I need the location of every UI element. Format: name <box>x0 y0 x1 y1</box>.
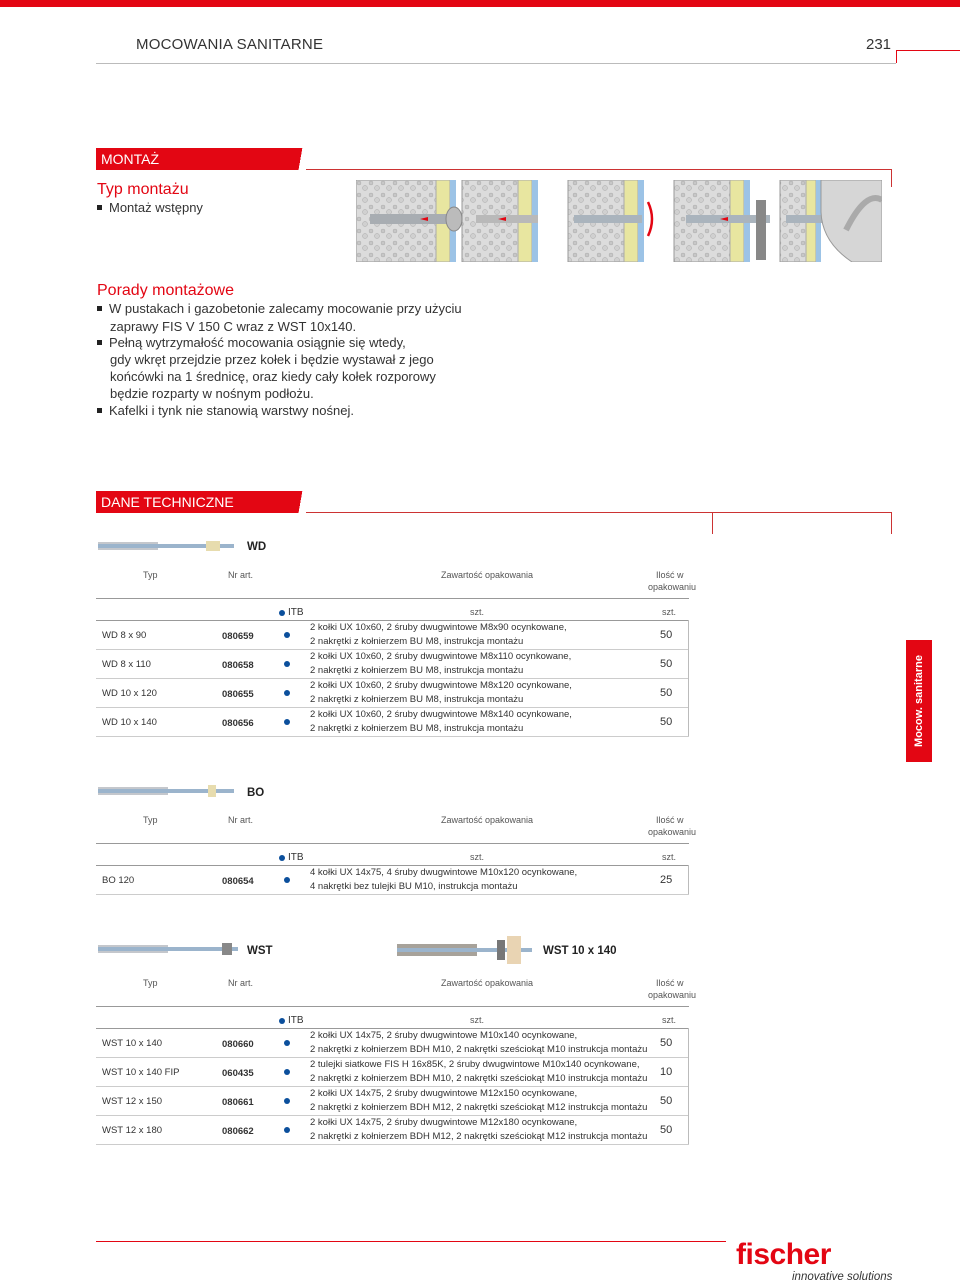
row-content-line-2: 2 nakrętki z kołnierzem BDH M12, 2 nakrętki sześciokąt M12 instrukcja montażu <box>310 1131 648 1142</box>
row-typ: WD 8 x 90 <box>102 630 147 641</box>
row-content-line-1: 2 kołki UX 10x60, 2 śruby dwugwintowe M8x110 ocynkowane, <box>310 651 572 662</box>
row-content-line-1: 2 kołki UX 10x60, 2 śruby dwugwintowe M8x120 ocynkowane, <box>310 680 572 691</box>
itb-label: ITB <box>288 852 304 863</box>
row-typ: WST 12 x 150 <box>102 1096 163 1107</box>
row-nr-art: 060435 <box>222 1068 254 1079</box>
installation-diagram <box>356 180 882 262</box>
row-divider <box>96 1057 689 1058</box>
col-zawartosc-header: Zawartość opakowania <box>441 978 534 988</box>
col-zawartosc-header: Zawartość opakowania <box>441 570 534 580</box>
porady-item-2-cont: końcówki na 1 średnicę, oraz kiedy cały kołek rozporowy <box>110 369 436 384</box>
section-dane-rule <box>306 512 892 513</box>
itb-dot-icon <box>284 1040 290 1046</box>
section-montaz <box>96 148 371 170</box>
itb-dot-icon <box>284 661 290 667</box>
itb-dot-icon <box>284 632 290 638</box>
wd-product-image <box>98 538 234 554</box>
screw-icon <box>574 215 642 223</box>
row-nr-art: 080654 <box>222 876 254 887</box>
wst-label-2: WST 10 x 140 <box>543 945 617 957</box>
row-divider <box>96 707 689 708</box>
row-qty: 50 <box>660 629 673 641</box>
rotate-icon <box>648 202 652 236</box>
porady-heading: Porady montażowe <box>97 282 234 299</box>
row-divider <box>96 1086 689 1087</box>
row-qty: 50 <box>660 716 673 728</box>
typ-montazu-item-text: Montaż wstępny <box>109 200 203 215</box>
itb-dot-icon <box>284 1098 290 1104</box>
porady-text: Kafelki i tynk nie stanowią warstwy nośnej. <box>109 403 354 418</box>
szt-label: szt. <box>662 607 677 617</box>
row-divider <box>96 649 689 650</box>
itb-dot-icon <box>279 1018 285 1024</box>
row-qty: 50 <box>660 658 673 670</box>
row-nr-art: 080661 <box>222 1097 254 1108</box>
bullet-icon <box>97 408 102 413</box>
row-content-line-2: 2 nakrętki z kołnierzem BDH M12, 2 nakrętki sześciokąt M12 instrukcja montażu <box>310 1102 648 1113</box>
typ-montazu-item <box>97 199 203 217</box>
row-typ: WST 10 x 140 <box>102 1038 163 1049</box>
rows-top-rule <box>96 865 689 866</box>
rows-top-rule <box>96 1028 689 1029</box>
itb-dot-icon <box>279 855 285 861</box>
row-typ: WD 8 x 110 <box>102 659 151 670</box>
row-content-line-1: 2 kołki UX 10x60, 2 śruby dwugwintowe M8x90 ocynkowane, <box>310 622 567 633</box>
side-tab-label: Mocow. sanitarne <box>913 655 925 747</box>
row-content-line-1: 2 kołki UX 14x75, 2 śruby dwugwintowe M12x150 ocynkowane, <box>310 1088 578 1099</box>
row-qty: 50 <box>660 687 673 699</box>
row-content-line-2: 4 nakrętki bez tulejki BU M10, instrukcja montażu <box>310 881 518 892</box>
table-right-border <box>688 1028 689 1144</box>
top-red-bar <box>0 0 960 7</box>
col-typ-header: Typ <box>143 570 158 580</box>
itb-dot-icon <box>284 1127 290 1133</box>
side-tab[interactable] <box>906 640 932 762</box>
col-nr-header: Nr art. <box>228 570 254 580</box>
col-zawartosc-header: Zawartość opakowania <box>441 815 534 825</box>
bullet-icon <box>97 306 102 311</box>
table-right-border <box>688 865 689 894</box>
col-ilosc-header-2: opakowaniu <box>648 990 697 1000</box>
row-typ: WD 10 x 140 <box>102 717 157 728</box>
szt-label: szt. <box>662 852 677 862</box>
row-nr-art: 080655 <box>222 689 254 700</box>
row-qty: 50 <box>660 1124 673 1136</box>
wd-label: WD <box>247 541 267 553</box>
row-typ: BO 120 <box>102 875 135 886</box>
header-tick <box>896 50 897 63</box>
col-ilosc-header: Ilość w <box>656 570 684 580</box>
porady-text: W pustakach i gazobetonie zalecamy mocowanie przy użyciu <box>109 301 462 316</box>
wst-label: WST <box>247 945 273 957</box>
row-divider <box>96 1144 689 1145</box>
col-ilosc-header-2: opakowaniu <box>648 827 697 837</box>
itb-dot-icon <box>284 719 290 725</box>
itb-dot-icon <box>284 877 290 883</box>
row-content-line-1: 2 kołki UX 10x60, 2 śruby dwugwintowe M8x140 ocynkowane, <box>310 709 572 720</box>
porady-item-1 <box>97 300 462 318</box>
szt-label: szt. <box>662 1015 677 1025</box>
row-content-line-1: 2 kołki UX 14x75, 2 śruby dwugwintowe M10x140 ocynkowane, <box>310 1030 578 1041</box>
row-content-line-1: 2 kołki UX 14x75, 2 śruby dwugwintowe M12x180 ocynkowane, <box>310 1117 578 1128</box>
bullet-icon <box>97 340 102 345</box>
row-nr-art: 080659 <box>222 631 254 642</box>
section-montaz-tick <box>891 169 892 187</box>
row-content-line-2: 2 nakrętki z kołnierzem BDH M10, 2 nakrętki sześciokąt M10 instrukcja montażu <box>310 1044 648 1055</box>
footer-rule <box>96 1241 726 1242</box>
fischer-logo: fischer <box>736 1238 831 1271</box>
row-content-line-1: 4 kołki UX 14x75, 4 śruby dwugwintowe M10x120 ocynkowane, <box>310 867 578 878</box>
porady-item-3 <box>97 402 354 420</box>
page-number: 231 <box>866 36 892 53</box>
row-typ: WST 12 x 180 <box>102 1125 163 1136</box>
section-montaz-label: MONTAŻ <box>101 151 160 167</box>
itb-dot-icon <box>279 610 285 616</box>
row-qty: 50 <box>660 1095 673 1107</box>
porady-item-2-cont: będzie rozparty w nośnym podłożu. <box>110 386 314 401</box>
bullet-icon <box>97 205 102 210</box>
szt-label: szt. <box>470 1015 485 1025</box>
section-dane-label: DANE TECHNICZNE <box>101 494 234 510</box>
typ-montazu-heading: Typ montażu <box>97 181 189 198</box>
row-nr-art: 080658 <box>222 660 254 671</box>
col-nr-header: Nr art. <box>228 815 254 825</box>
col-ilosc-header: Ilość w <box>656 815 684 825</box>
itb-label: ITB <box>288 1015 304 1026</box>
porady-item-2-cont: gdy wkręt przejdzie przez kołek i będzie wystawał z jego <box>110 352 434 367</box>
header-rule <box>96 63 896 64</box>
row-nr-art: 080662 <box>222 1126 254 1137</box>
row-typ: WD 10 x 120 <box>102 688 157 699</box>
row-divider <box>96 1115 689 1116</box>
footer-tagline: innovative solutions <box>792 1271 893 1283</box>
itb-dot-icon <box>284 690 290 696</box>
itb-label: ITB <box>288 607 304 618</box>
col-ilosc-header: Ilość w <box>656 978 684 988</box>
row-divider <box>96 736 689 737</box>
row-content-line-2: 2 nakrętki z kołnierzem BU M8, instrukcja montażu <box>310 723 524 734</box>
row-qty: 25 <box>660 874 673 886</box>
szt-label: szt. <box>470 852 485 862</box>
col-ilosc-header-2: opakowaniu <box>648 582 697 592</box>
row-content-line-1: 2 tulejki siatkowe FIS H 16x85K, 2 śruby dwugwintowe M10x140 ocynkowane, <box>310 1059 640 1070</box>
section-dane-tick <box>891 512 892 534</box>
row-qty: 10 <box>660 1066 673 1078</box>
col-typ-header: Typ <box>143 815 158 825</box>
table-right-border <box>688 620 689 736</box>
row-content-line-2: 2 nakrętki z kołnierzem BU M8, instrukcja montażu <box>310 665 524 676</box>
section-montaz-rule <box>306 169 892 170</box>
row-content-line-2: 2 nakrętki z kołnierzem BU M8, instrukcja montażu <box>310 694 524 705</box>
dowel-icon <box>476 215 538 223</box>
szt-label: szt. <box>470 607 485 617</box>
col-typ-header: Typ <box>143 978 158 988</box>
itb-dot-icon <box>284 1069 290 1075</box>
porady-item-1-cont: zaprawy FIS V 150 C wraz z WST 10x140. <box>110 319 357 334</box>
row-content-line-2: 2 nakrętki z kołnierzem BU M8, instrukcja montażu <box>310 636 524 647</box>
step-1 <box>356 180 458 262</box>
bo-label: BO <box>247 787 265 799</box>
table-top-rule <box>96 598 689 599</box>
row-typ: WST 10 x 140 FIP <box>102 1067 180 1078</box>
page-header-title: MOCOWANIA SANITARNE <box>136 36 324 53</box>
row-nr-art: 080656 <box>222 718 254 729</box>
section-dane-tick-inner <box>712 512 713 534</box>
row-divider <box>96 894 689 895</box>
row-content-line-2: 2 nakrętki z kołnierzem BDH M10, 2 nakrętki sześciokąt M10 instrukcja montażu <box>310 1073 648 1084</box>
wst-fip-product-image <box>397 936 532 964</box>
bo-product-image <box>98 783 234 799</box>
drill-icon <box>370 214 458 224</box>
col-nr-header: Nr art. <box>228 978 254 988</box>
rows-top-rule <box>96 620 689 621</box>
wst-product-image <box>98 940 238 958</box>
row-nr-art: 080660 <box>222 1039 254 1050</box>
porady-item-2 <box>97 334 406 352</box>
row-qty: 50 <box>660 1037 673 1049</box>
table-top-rule <box>96 1006 689 1007</box>
row-divider <box>96 678 689 679</box>
header-tick-line <box>896 50 960 51</box>
porady-text: Pełną wytrzymałość mocowania osiągnie się wtedy, <box>109 335 406 350</box>
table-top-rule <box>96 843 689 844</box>
section-dane <box>96 491 371 513</box>
